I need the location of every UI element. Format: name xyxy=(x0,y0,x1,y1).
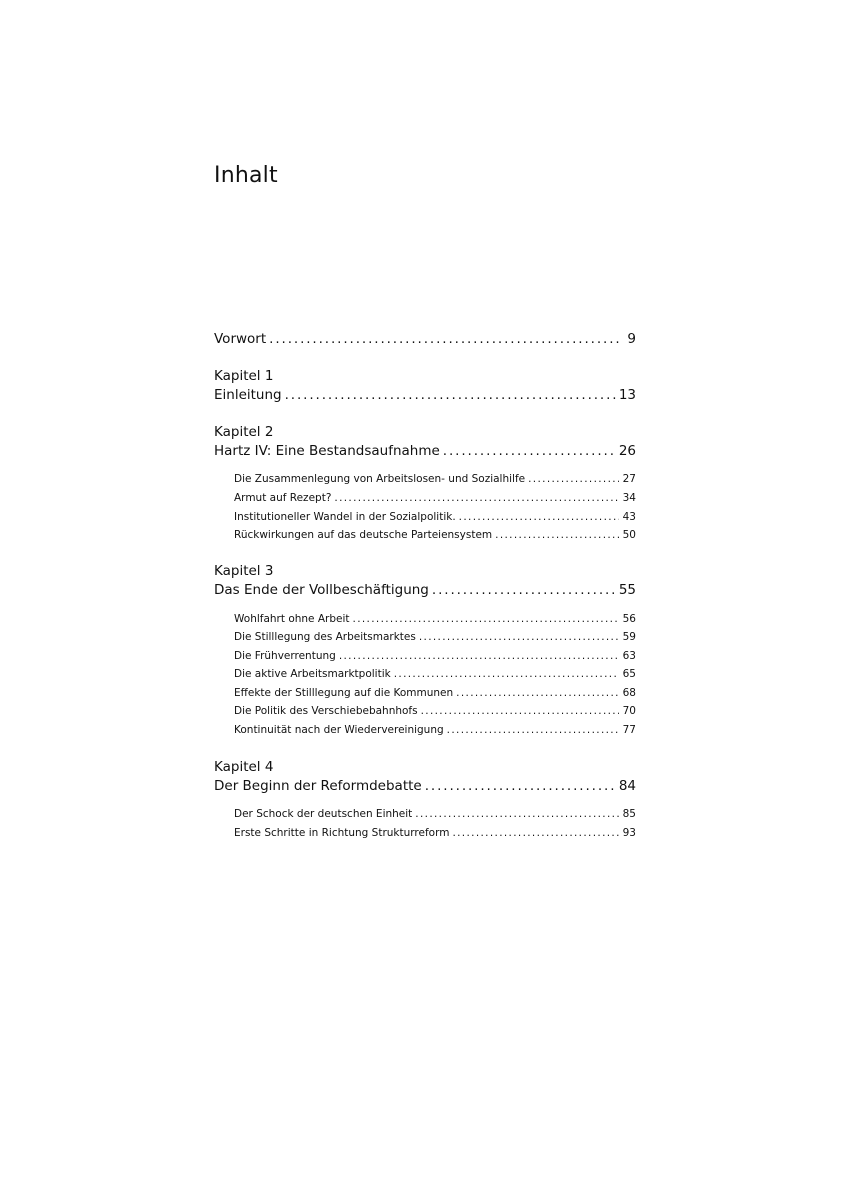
toc-section-title: Die Politik des Verschiebebahnhofs xyxy=(234,705,418,717)
dot-leader xyxy=(415,807,619,821)
toc-entry-chapter-1[interactable] xyxy=(214,386,636,404)
toc-section-entry[interactable] xyxy=(234,472,636,486)
dot-leader xyxy=(452,826,619,840)
toc-section-title: Institutioneller Wandel in der Sozialpolitik. xyxy=(234,511,456,523)
toc-section-title: Rückwirkungen auf das deutsche Parteiensystem xyxy=(234,529,493,541)
toc-section-entry[interactable] xyxy=(234,528,636,542)
toc-section-title: Effekte der Stilllegung auf die Kommunen xyxy=(234,687,454,699)
toc-entry-title: Vorwort xyxy=(214,331,267,347)
toc-page-number: 55 xyxy=(618,582,636,598)
toc-section-title: Die Frühverrentung xyxy=(234,650,336,662)
toc-entry-vorwort[interactable] xyxy=(214,330,636,348)
toc-section-title: Der Schock der deutschen Einheit xyxy=(234,808,413,820)
dot-leader xyxy=(353,612,619,626)
toc-page-number: 26 xyxy=(618,443,636,459)
toc-page-number: 56 xyxy=(622,613,636,625)
dot-leader xyxy=(421,704,619,718)
toc-page-number: 13 xyxy=(618,387,636,403)
toc-page-number: 93 xyxy=(622,827,636,839)
chapter-label-4: Kapitel 4 xyxy=(214,759,274,775)
toc-entry-title: Das Ende der Vollbeschäftigung xyxy=(214,582,429,598)
toc-section-title: Die Stilllegung des Arbeitsmarktes xyxy=(234,631,416,643)
toc-entry-title: Der Beginn der Reformdebatte xyxy=(214,778,422,794)
toc-page-number: 84 xyxy=(618,778,636,794)
chapter-label-1: Kapitel 1 xyxy=(214,368,274,384)
toc-section-entry[interactable] xyxy=(234,491,636,505)
toc-page-number: 59 xyxy=(622,631,636,643)
toc-page-number: 34 xyxy=(622,492,636,504)
dot-leader xyxy=(447,723,619,737)
dot-leader xyxy=(285,386,616,404)
toc-page-number: 50 xyxy=(622,529,636,541)
page-title: Inhalt xyxy=(214,163,278,188)
dot-leader xyxy=(528,472,619,486)
toc-page-number: 27 xyxy=(622,473,636,485)
toc-section-entry[interactable] xyxy=(234,630,636,644)
dot-leader xyxy=(459,510,619,524)
dot-leader xyxy=(425,777,616,795)
toc-section-entry[interactable] xyxy=(234,723,636,737)
dot-leader xyxy=(443,442,616,460)
dot-leader xyxy=(419,630,619,644)
toc-section-title: Erste Schritte in Richtung Strukturreform xyxy=(234,827,450,839)
toc-section-title: Kontinuität nach der Wiedervereinigung xyxy=(234,724,444,736)
dot-leader xyxy=(456,686,619,700)
chapter-label-3: Kapitel 3 xyxy=(214,563,274,579)
toc-section-title: Die aktive Arbeitsmarktpolitik xyxy=(234,668,391,680)
toc-section-title: Armut auf Rezept? xyxy=(234,492,332,504)
toc-entry-chapter-2[interactable] xyxy=(214,442,636,460)
dot-leader xyxy=(495,528,619,542)
dot-leader xyxy=(339,649,619,663)
toc-section-entry[interactable] xyxy=(234,667,636,681)
toc-section-entry[interactable] xyxy=(234,649,636,663)
toc-page-number: 77 xyxy=(622,724,636,736)
toc-section-title: Die Zusammenlegung von Arbeitslosen- und Sozialhilfe xyxy=(234,473,526,485)
toc-page-number: 9 xyxy=(627,331,636,347)
toc-page-number: 85 xyxy=(622,808,636,820)
toc-entry-title: Hartz IV: Eine Bestandsaufnahme xyxy=(214,443,440,459)
toc-page-number: 63 xyxy=(622,650,636,662)
chapter-label-2: Kapitel 2 xyxy=(214,424,274,440)
toc-entry-chapter-4[interactable] xyxy=(214,777,636,795)
toc-section-entry[interactable] xyxy=(234,686,636,700)
toc-entry-chapter-3[interactable] xyxy=(214,581,636,599)
dot-leader xyxy=(334,491,619,505)
toc-section-entry[interactable] xyxy=(234,826,636,840)
toc-section-entry[interactable] xyxy=(234,612,636,626)
toc-page-number: 65 xyxy=(622,668,636,680)
dot-leader xyxy=(269,330,619,348)
toc-section-entry[interactable] xyxy=(234,807,636,821)
dot-leader xyxy=(432,581,616,599)
toc-page-number: 70 xyxy=(622,705,636,717)
toc-section-title: Wohlfahrt ohne Arbeit xyxy=(234,613,350,625)
toc-page-number: 68 xyxy=(622,687,636,699)
dot-leader xyxy=(394,667,619,681)
toc-page-number: 43 xyxy=(622,511,636,523)
toc-entry-title: Einleitung xyxy=(214,387,282,403)
toc-section-entry[interactable] xyxy=(234,510,636,524)
toc-section-entry[interactable] xyxy=(234,704,636,718)
